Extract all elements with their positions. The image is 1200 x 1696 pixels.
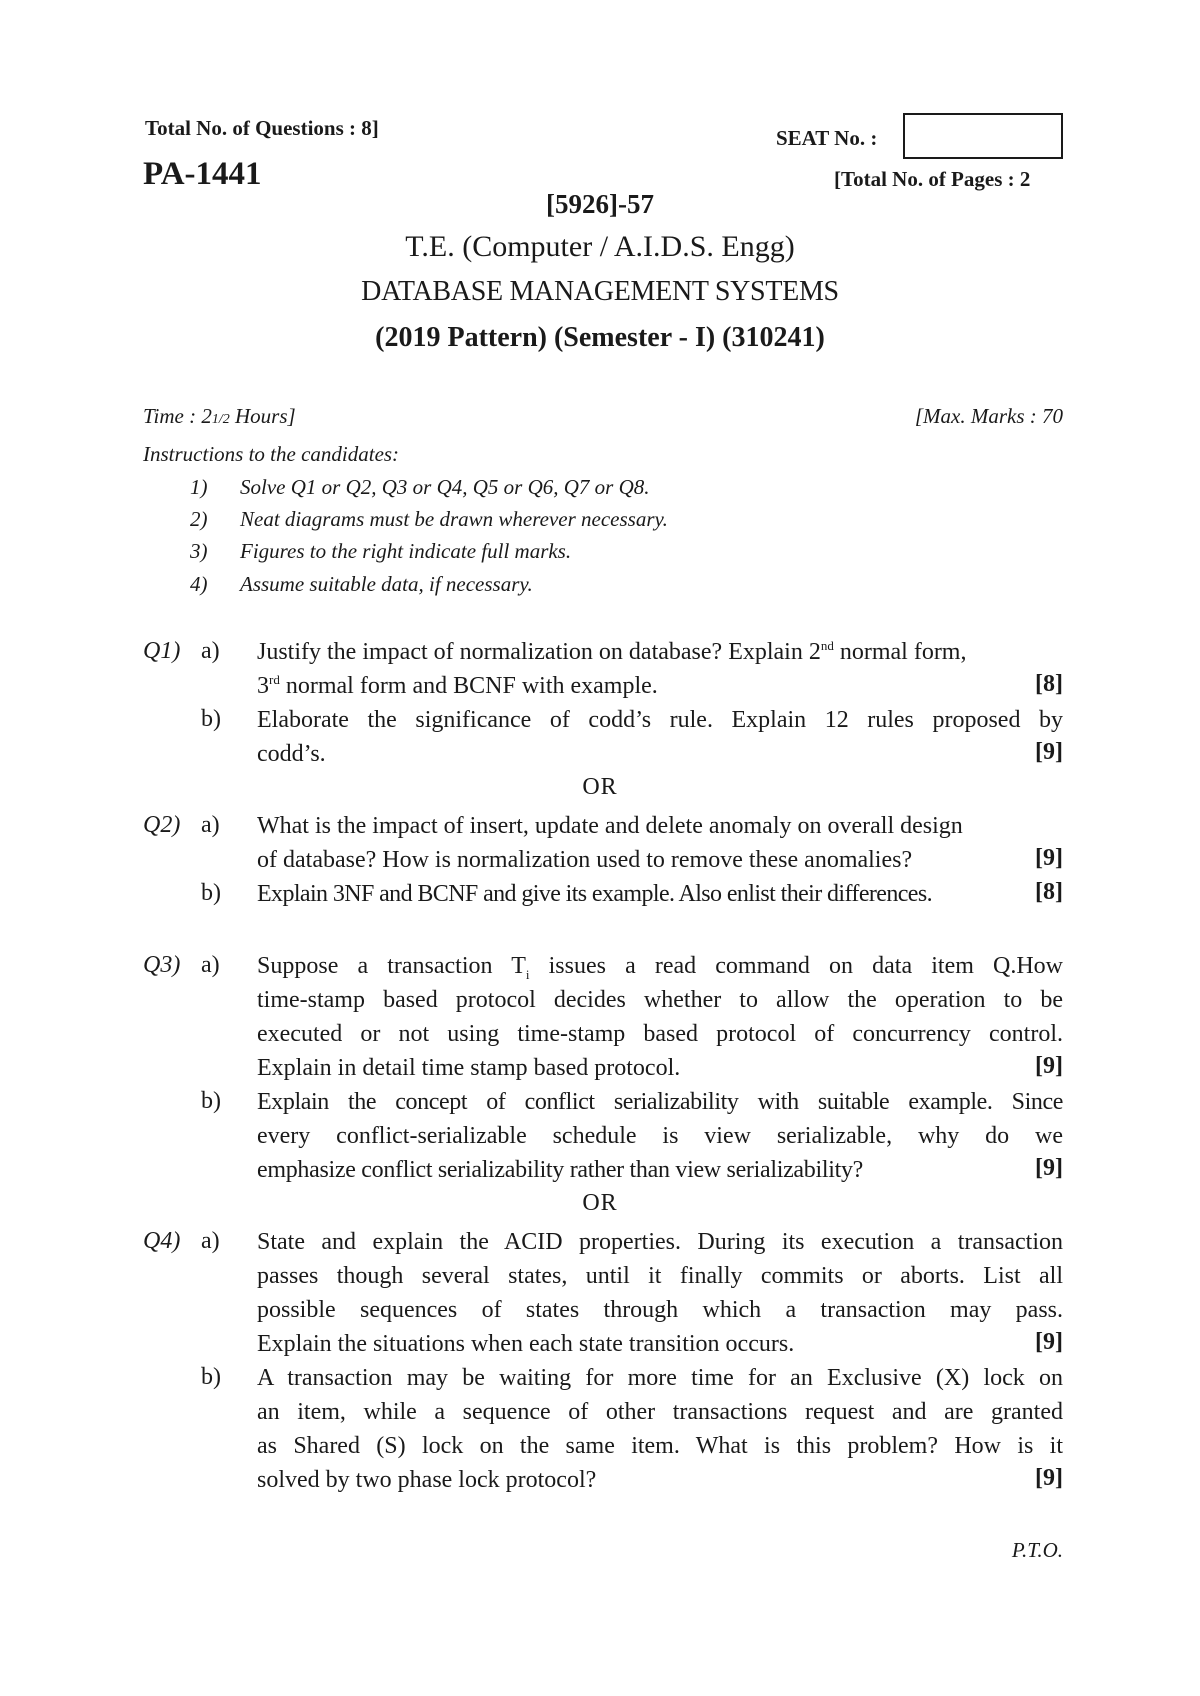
- max-marks: [Max. Marks : 70: [914, 404, 1063, 428]
- please-turn-over: P.T.O.: [1011, 1538, 1063, 1562]
- instruction-text: Neat diagrams must be drawn wherever necessary.: [240, 507, 668, 531]
- marks: [8]: [1035, 671, 1063, 697]
- question-text: codd’s.: [257, 741, 326, 767]
- question-text: A transaction may be waiting for more time for an Exclusive (X) lock on: [257, 1365, 1063, 1391]
- subject-title: DATABASE MANAGEMENT SYSTEMS: [361, 276, 839, 307]
- question-text: emphasize conflict serializability rather than view serializability?: [257, 1157, 864, 1183]
- question-label-q2: Q2): [143, 812, 181, 838]
- question-text: as Shared (S) lock on the same item. What is this problem? How is it: [257, 1433, 1063, 1459]
- question-text: 3rd normal form and BCNF with example.: [257, 672, 658, 699]
- paper-code: PA-1441: [143, 156, 262, 192]
- instruction-text: Solve Q1 or Q2, Q3 or Q4, Q5 or Q6, Q7 or Q8.: [240, 475, 650, 499]
- question-text: Explain 3NF and BCNF and give its example. Also enlist their differences.: [257, 881, 932, 907]
- question-text: every conflict-serializable schedule is view serializable, why do we: [257, 1123, 1063, 1149]
- marks: [9]: [1035, 845, 1063, 871]
- sub-label: a): [201, 952, 220, 978]
- instructions-title: Instructions to the candidates:: [143, 442, 400, 466]
- sub-label: b): [201, 706, 221, 732]
- question-text: Explain in detail time stamp based protocol.: [257, 1055, 681, 1081]
- marks: [9]: [1035, 1329, 1063, 1355]
- sub-label: a): [201, 812, 220, 838]
- course-title: T.E. (Computer / A.I.D.S. Engg): [405, 230, 795, 263]
- question-text: passes though several states, until it finally commits or aborts. List all: [257, 1263, 1063, 1289]
- seat-label: SEAT No. :: [776, 126, 878, 150]
- question-label-q3: Q3): [143, 952, 181, 978]
- or-separator: OR: [582, 1190, 618, 1216]
- instruction-number: 2): [190, 507, 208, 531]
- question-label-q1: Q1): [143, 638, 181, 664]
- question-text: of database? How is normalization used to remove these anomalies?: [257, 847, 913, 873]
- question-text: What is the impact of insert, update and delete anomaly on overall design: [257, 813, 963, 839]
- marks: [8]: [1035, 879, 1063, 905]
- question-text: executed or not using time-stamp based protocol of concurrency control.: [257, 1021, 1063, 1047]
- instruction-text: Assume suitable data, if necessary.: [240, 572, 533, 596]
- or-separator: OR: [582, 774, 618, 800]
- question-text: solved by two phase lock protocol?: [257, 1467, 597, 1493]
- question-text: Explain the concept of conflict serializability with suitable example. Since: [257, 1089, 1063, 1115]
- question-text: Justify the impact of normalization on database? Explain 2nd normal form,: [257, 638, 967, 665]
- total-questions: Total No. of Questions : 8]: [145, 116, 379, 140]
- question-text: Elaborate the significance of codd’s rule. Explain 12 rules proposed by: [257, 707, 1063, 733]
- instruction-number: 4): [190, 572, 208, 596]
- instruction-number: 3): [190, 539, 208, 563]
- question-text: State and explain the ACID properties. During its execution a transaction: [257, 1229, 1063, 1255]
- marks: [9]: [1035, 739, 1063, 765]
- sub-label: b): [201, 880, 221, 906]
- question-text: time-stamp based protocol decides whether to allow the operation to be: [257, 987, 1063, 1013]
- sub-label: a): [201, 638, 220, 664]
- question-label-q4: Q4): [143, 1228, 181, 1254]
- marks: [9]: [1035, 1465, 1063, 1491]
- question-text: possible sequences of states through which a transaction may pass.: [257, 1297, 1063, 1323]
- time-allowed: Time : 21/2 Hours]: [143, 404, 296, 428]
- exam-code: [5926]-57: [546, 189, 654, 219]
- question-text: Explain the situations when each state transition occurs.: [257, 1331, 795, 1357]
- seat-number-box: [903, 113, 1063, 159]
- instruction-number: 1): [190, 475, 208, 499]
- sub-label: a): [201, 1228, 220, 1254]
- total-pages: [Total No. of Pages : 2: [834, 167, 1031, 191]
- question-text: an item, while a sequence of other transactions request and are granted: [257, 1399, 1063, 1425]
- sub-label: b): [201, 1364, 221, 1390]
- sub-label: b): [201, 1088, 221, 1114]
- marks: [9]: [1035, 1053, 1063, 1079]
- pattern-title: (2019 Pattern) (Semester - I) (310241): [375, 322, 825, 353]
- instruction-text: Figures to the right indicate full marks.: [240, 539, 572, 563]
- marks: [9]: [1035, 1155, 1063, 1181]
- question-text: Suppose a transaction $T_i$ issues a read command on data item Q.How: [257, 953, 1063, 981]
